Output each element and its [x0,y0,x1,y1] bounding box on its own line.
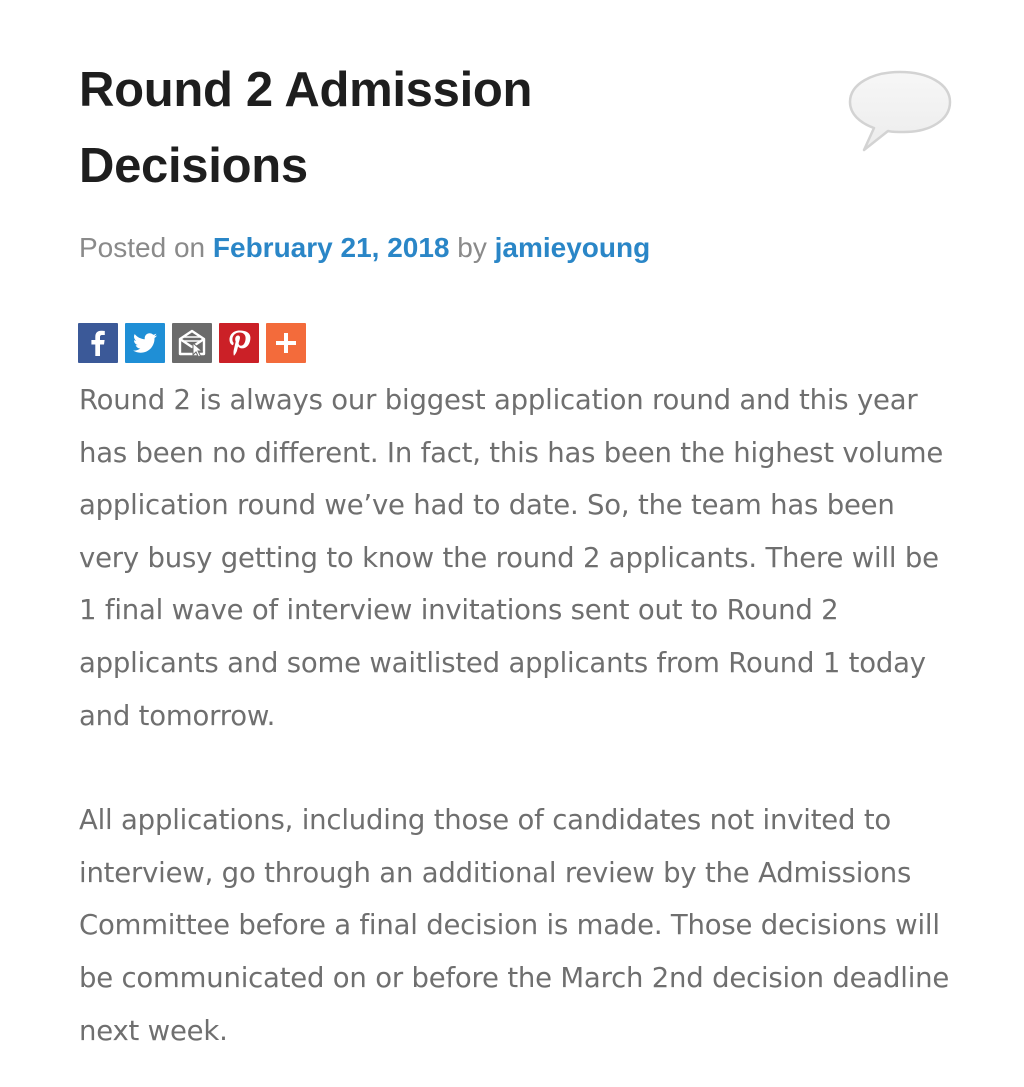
share-bar [78,323,306,363]
by-label: by [457,232,487,263]
post-date-link[interactable]: February 21, 2018 [212,232,450,263]
post-article [79,52,959,204]
posted-on-label: Posted on [79,232,206,263]
twitter-icon [125,323,165,363]
content-paragraph-1: Round 2 is always our biggest application round and this year has been no different. In fact, this has been the highest volume application round we’ve had to date. So, the team has been very busy getting to know the round 2 applicants. There will be 1 final wave of interview invitations sent out to Round 2 applicants and some waitlisted applicants from Round 1 today and tomorrow. [79,384,944,732]
share-more-button[interactable] [266,323,306,363]
plus-icon [266,323,306,363]
share-twitter-button[interactable] [125,323,165,363]
share-facebook-button[interactable] [78,323,118,363]
author-link[interactable]: jamieyoung [494,232,651,263]
email-icon [172,323,212,363]
post-title: Round 2 Admission Decisions [79,63,533,193]
post-content [79,374,959,1057]
speech-bubble-icon [844,62,956,158]
post-meta [79,228,650,268]
comment-bubble-icon[interactable] [844,62,956,158]
content-paragraph-2: All applications, including those of candidates not invited to interview, go through an additional review by the Admissions Committee before a final decision is made. Those decisions will be communicated on or before the March 2nd decision deadline next week. [79,804,950,1047]
share-pinterest-button[interactable] [219,323,259,363]
facebook-icon [78,323,118,363]
pinterest-icon [219,323,259,363]
share-email-button[interactable] [172,323,212,363]
